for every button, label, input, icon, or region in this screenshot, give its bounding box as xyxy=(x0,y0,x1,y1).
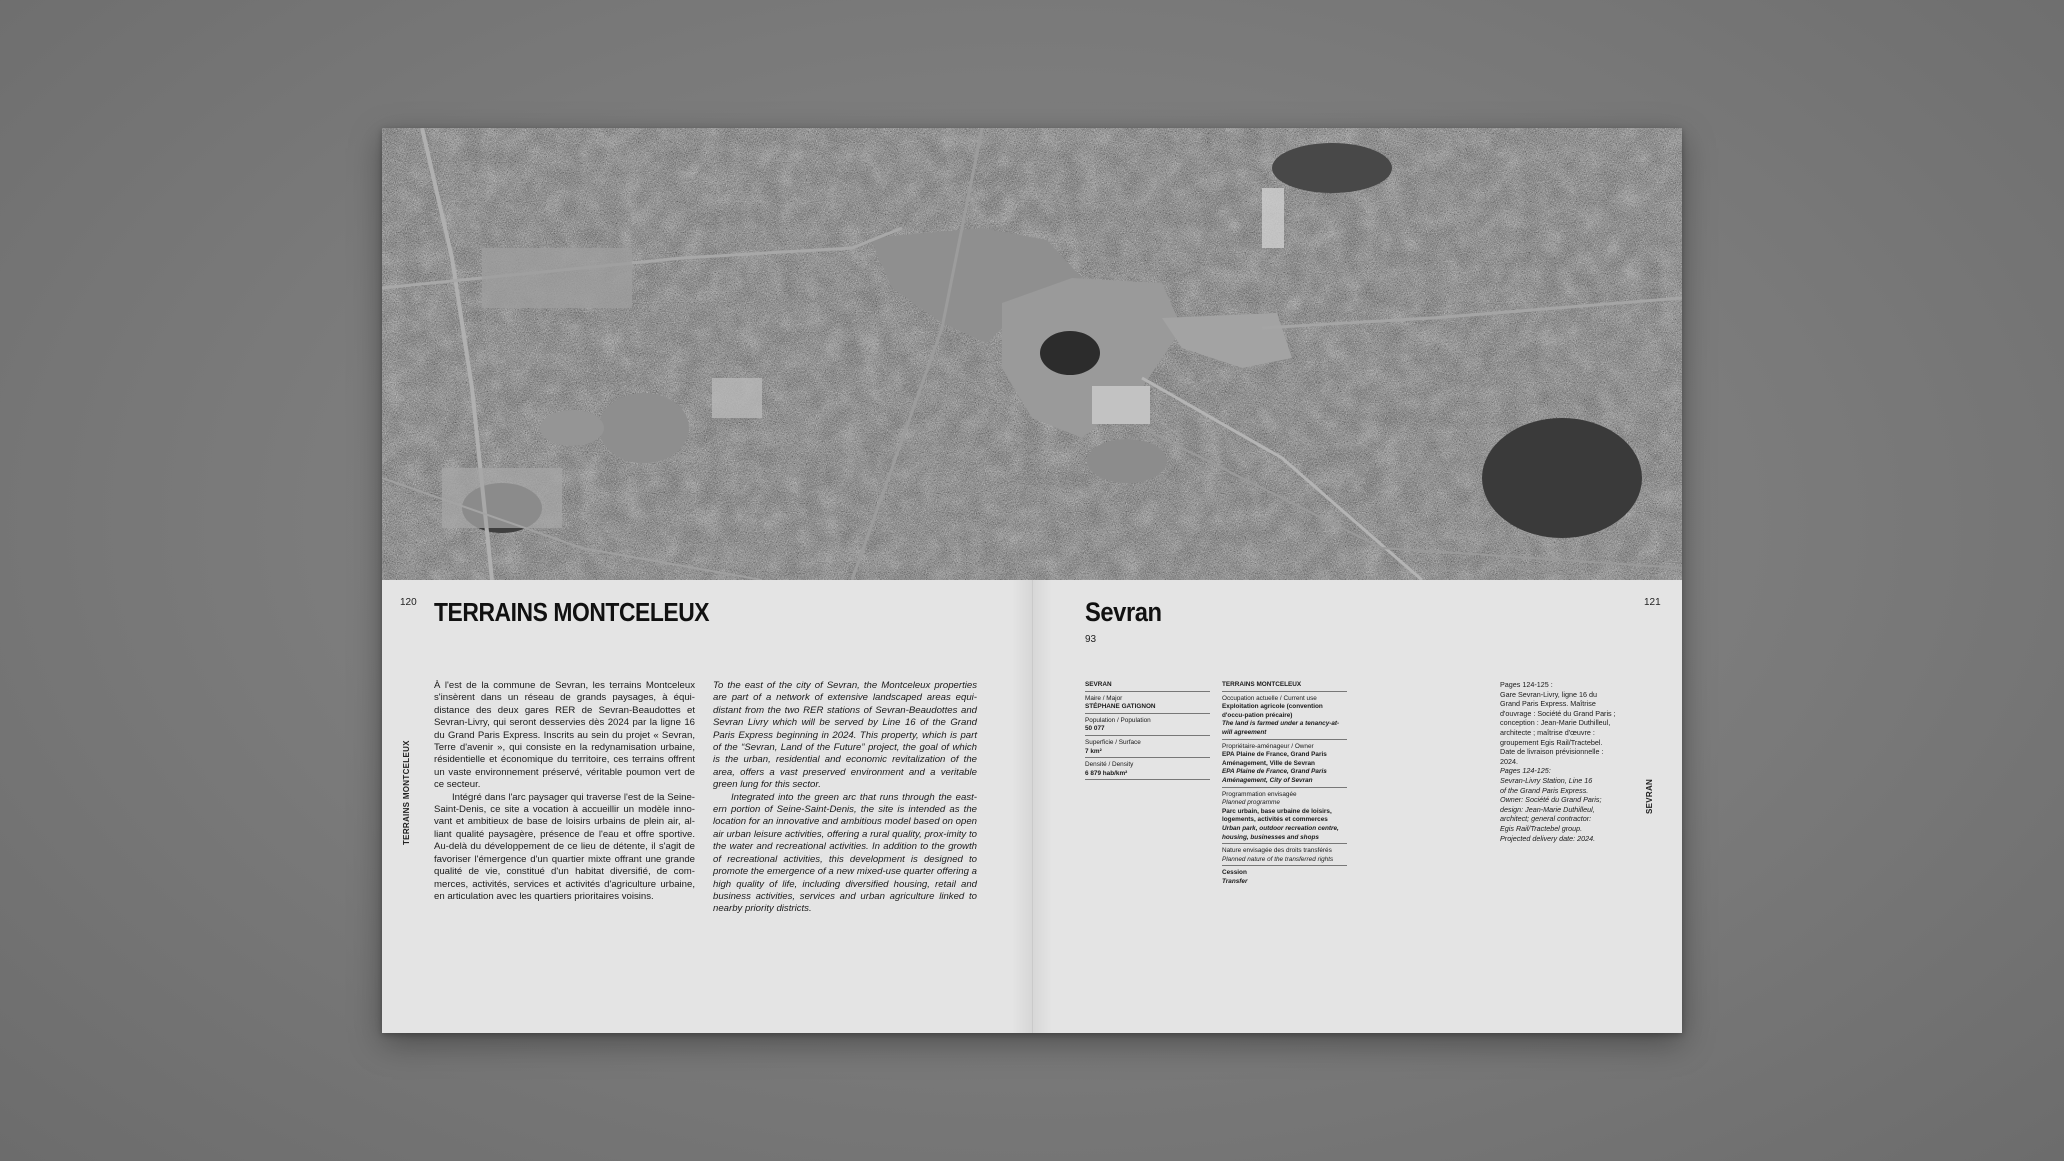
credit-line: Owner: Société du Grand Paris; xyxy=(1500,795,1602,805)
credit-line: Sevran-Livry Station, Line 16 xyxy=(1500,775,1593,785)
credit-line: Date de livraison prévisionnelle : xyxy=(1500,747,1604,757)
rights-label: Nature envisagée des droits transférés xyxy=(1222,847,1332,855)
credit-line: Egis Rail/Tractebel group. xyxy=(1500,823,1583,833)
current-use-value: Exploitation agricole (convention d'occu-pation précaire) xyxy=(1222,703,1323,719)
city-heading-block xyxy=(1085,681,1210,692)
population-value: 50 077 xyxy=(1085,725,1105,733)
owner-block xyxy=(1222,743,1347,788)
programme-block xyxy=(1222,791,1347,845)
credit-line: architecte ; maîtrise d'œuvre : xyxy=(1500,727,1595,737)
mayor-value: STÉPHANE GATIGNON xyxy=(1085,703,1156,711)
spread-gutter xyxy=(1032,580,1033,1033)
site-heading-block xyxy=(1222,681,1347,692)
rights-value-en: Transfer xyxy=(1222,877,1248,885)
credit-line: Pages 124-125: xyxy=(1500,766,1551,776)
density-value: 6 879 hab/km² xyxy=(1085,769,1128,777)
right-vertical-label: SEVRAN xyxy=(1645,778,1654,814)
department-number: 93 xyxy=(1085,634,1097,645)
rights-block xyxy=(1222,847,1347,866)
transfer-block xyxy=(1222,869,1347,886)
surface-value: 7 km² xyxy=(1085,747,1102,755)
surface-block xyxy=(1085,739,1210,758)
current-use-label: Occupation actuelle / Current use xyxy=(1222,694,1317,702)
density-block xyxy=(1085,761,1210,780)
city-title: Sevran xyxy=(1085,597,1162,627)
credit-line: conception : Jean-Marie Duthilleul, xyxy=(1500,718,1611,728)
credits-en xyxy=(1500,766,1632,843)
site-facts-heading: TERRAINS MONTCELEUX xyxy=(1222,681,1302,688)
current-use-value-en: The land is farmed under a tenancy-at-will agreement xyxy=(1222,720,1340,736)
current-use-block xyxy=(1222,695,1347,740)
photo-credits xyxy=(1500,680,1632,843)
magazine-spread xyxy=(382,128,1682,1033)
credit-line: architect; general contractor: xyxy=(1500,814,1592,824)
english-text xyxy=(713,680,977,916)
site-facts xyxy=(1222,681,1347,886)
credit-line: of the Grand Paris Express. xyxy=(1500,785,1589,795)
programme-label-en: Planned programme xyxy=(1222,799,1280,807)
credit-line: Projected delivery date: 2024. xyxy=(1500,833,1596,843)
rights-value: Cession xyxy=(1222,869,1247,877)
city-facts xyxy=(1085,681,1210,783)
credit-line: groupement Egis Rail/Tractebel. xyxy=(1500,737,1603,747)
left-vertical-label: TERRAINS MONTCELEUX xyxy=(402,740,411,845)
population-label: Population / Population xyxy=(1085,716,1151,724)
site-title: TERRAINS MONTCELEUX xyxy=(434,597,710,627)
french-paragraph-1: À l'est de la commune de Sevran, les terrains Montceleux s'insèrent dans un réseau de grands paysages, à équi-distance des deux gares RER de Sevran-Beaudottes et Sevran-Livry, qui seront desservies dès 2024 par la ligne 16 du Grand Paris Express. Inscrits au sein du projet « Sevran, Terre d'avenir », qui consiste en la redynamisation urbaine, résidentielle et économique du territoire, ces terrains offrent un vaste environnement préservé, véritable poumon vert de ce secteur. xyxy=(434,680,695,791)
credit-line: Gare Sevran-Livry, ligne 16 du xyxy=(1500,689,1597,699)
right-page-number: 121 xyxy=(1644,597,1661,608)
credit-line: design: Jean-Marie Duthilleul, xyxy=(1500,804,1595,814)
english-paragraph-1: To the east of the city of Sevran, the Montceleux properties are part of a network of extensive landscaped areas equi-distant from the two RER stations of Sevran-Beaudottes and Sevran Livry which will be served by Line 16 of the Grand Paris Express beginning in 2024. This property, which is part of the “Sevran, Land of the Future” project, the goal of which is the urban, residential and economic revitalization of the area, offers a vast preserved environment and a veritable green lung for this sector. xyxy=(713,680,977,791)
french-text xyxy=(434,680,695,903)
aerial-photo xyxy=(382,128,1682,580)
owner-label: Propriétaire-aménageur / Owner xyxy=(1222,742,1314,750)
credit-line: Grand Paris Express. Maîtrise xyxy=(1500,699,1596,709)
surface-label: Superficie / Surface xyxy=(1085,738,1141,746)
density-label: Densité / Density xyxy=(1085,761,1134,769)
french-paragraph-2: Intégré dans l'arc paysager qui traverse l'est de la Seine-Saint-Denis, ce site a vocation à accueillir un modèle inno-vant et ambitieux de base de loisirs urbains de plein air, al-liant qualité paysagère, présence de l'eau et offre sportive. Au-delà du développement de ce lieu de détente, il s'agit de favoriser l'émergence d'un quartier mixte offrant une grande qualité de vie, constitué d'un habitat diversifié, de com-merces, activités, services et activités d'agriculture urbaine, en articulation avec les quartiers prioritaires voisins. xyxy=(434,791,695,902)
credit-line: Pages 124-125 : xyxy=(1500,680,1553,689)
english-paragraph-2: Integrated into the green arc that runs through the east-ern portion of Seine-Saint-Denis, the site is intended as the location for an innovative and ambitious model based on open air urban leisure activities, offering a rural quality, prox-imity to the water and recreational activities. In addition to the growth of recreational activities, this development is designed to promote the emergence of a new mixed-use quarter offering a high quality of life, including diversified housing, retail and business activities, services and urban agriculture linked to nearby priority districts. xyxy=(713,791,977,915)
credit-line: 2024. xyxy=(1500,756,1518,766)
credits-fr xyxy=(1500,680,1632,766)
owner-value-en: EPA Plaine de France, Grand Paris Aménagement, City of Sevran xyxy=(1222,768,1327,784)
programme-label: Programmation envisagée xyxy=(1222,790,1297,798)
population-block xyxy=(1085,717,1210,736)
credit-line: d'ouvrage : Société du Grand Paris ; xyxy=(1500,708,1616,718)
mayor-block xyxy=(1085,695,1210,714)
left-page-number: 120 xyxy=(400,597,417,608)
owner-value: EPA Plaine de France, Grand Paris Aménagement, Ville de Sevran xyxy=(1222,751,1327,767)
programme-value: Parc urbain, base urbaine de loisirs, logements, activités et commerces xyxy=(1222,807,1332,824)
programme-value-en: Urban park, outdoor recreation centre, housing, businesses and shops xyxy=(1222,824,1339,841)
rights-label-en: Planned nature of the transferred rights xyxy=(1222,855,1334,863)
city-facts-heading: SEVRAN xyxy=(1085,681,1112,688)
mayor-label: Maire / Major xyxy=(1085,694,1123,702)
